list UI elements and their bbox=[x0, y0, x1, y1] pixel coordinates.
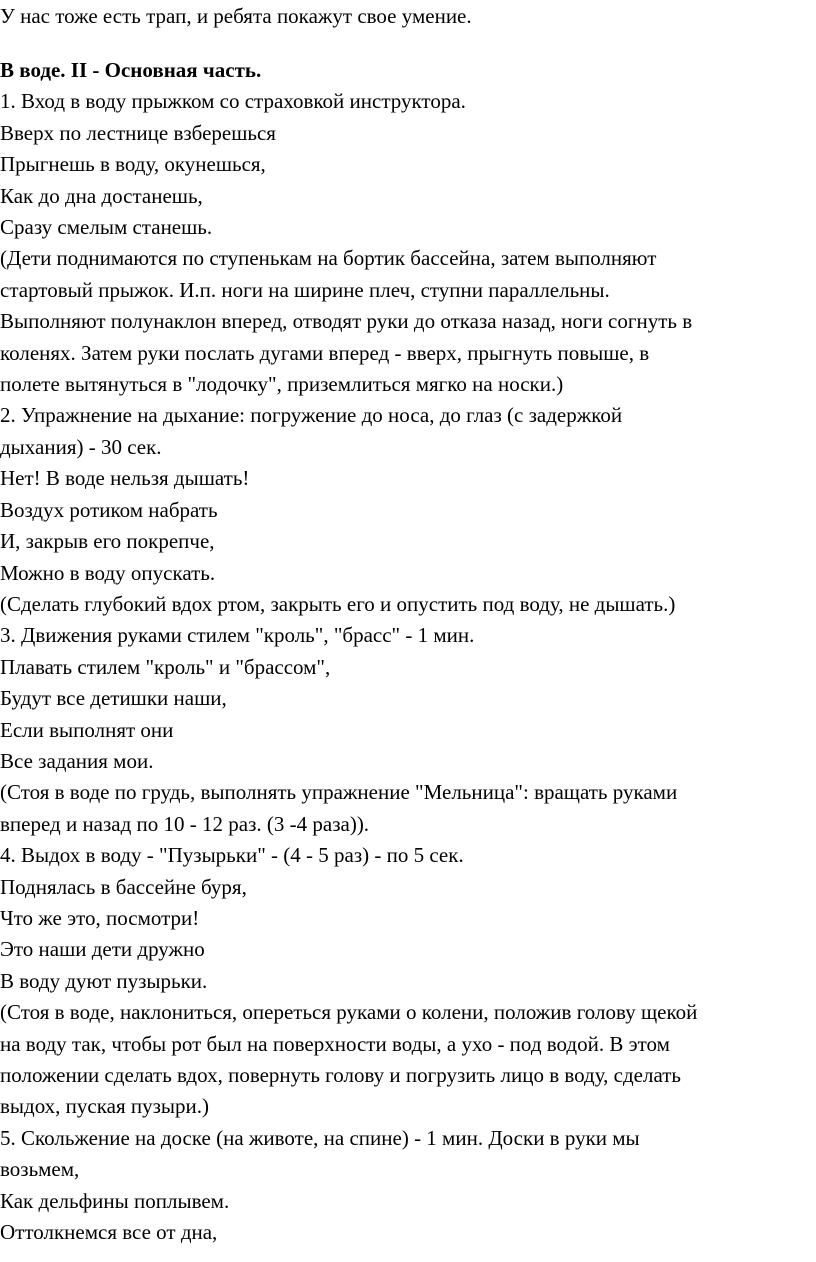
text-line: Вверх по лестнице взберешься bbox=[0, 120, 276, 145]
text-line: 1. Вход в воду прыжком со страховкой инструктора. bbox=[0, 89, 466, 114]
text-line: (Сделать глубокий вдох ртом, закрыть его и опустить под воду, не дышать.) bbox=[0, 591, 676, 616]
text-line: Прыгнешь в воду, окунешься, bbox=[0, 152, 266, 177]
text-line: (Дети поднимаются по ступенькам на бортик бассейна, затем выполняют bbox=[0, 246, 657, 271]
text-line: на воду так, чтобы рот был на поверхности воды, а ухо - под водой. В этом bbox=[0, 1031, 670, 1056]
text-line: Оттолкнемся все от дна, bbox=[0, 1220, 218, 1245]
text-line: Воздух ротиком набрать bbox=[0, 497, 218, 522]
text-line: Поднялась в бассейне буря, bbox=[0, 874, 247, 899]
text-line: Что же это, посмотри! bbox=[0, 905, 200, 930]
text-line: 4. Выдох в воду - "Пузырьки" - (4 - 5 раз) - по 5 сек. bbox=[0, 843, 464, 868]
text-line: Нет! В воде нельзя дышать! bbox=[0, 466, 250, 491]
text-line: Можно в воду опускать. bbox=[0, 560, 216, 585]
text-line: положении сделать вдох, повернуть голову и погрузить лицо в воду, сделать bbox=[0, 1063, 681, 1087]
section-body bbox=[0, 86, 697, 1248]
text-line: Как до дна достанешь, bbox=[0, 183, 203, 208]
text-line: И, закрыв его покрепче, bbox=[0, 529, 215, 554]
text-line: полете вытянуться в "лодочку", приземлиться мягко на носки.) bbox=[0, 372, 564, 397]
text-line: 5. Скольжение на доске (на животе, на спине) - 1 мин. Доски в руки мы bbox=[0, 1125, 640, 1150]
intro-line: У нас тоже есть трап, и ребята покажут свое умение. bbox=[0, 4, 472, 28]
text-line: возьмем, bbox=[0, 1157, 80, 1182]
text-line: Сразу смелым станешь. bbox=[0, 215, 213, 240]
text-line: Будут все детишки наши, bbox=[0, 686, 227, 711]
text-line: (Стоя в воде по грудь, выполнять упражнение "Мельница": вращать руками bbox=[0, 780, 678, 805]
text-line: 3. Движения руками стилем "кроль", "брасс" - 1 мин. bbox=[0, 623, 475, 648]
main-section bbox=[0, 55, 697, 1248]
text-line: Все задания мои. bbox=[0, 748, 154, 773]
text-line: Плавать стилем "кроль" и "брассом", bbox=[0, 654, 331, 679]
text-line: Если выполнят они bbox=[0, 717, 174, 742]
text-line: Как дельфины поплывем. bbox=[0, 1188, 230, 1213]
text-line: вперед и назад по 10 - 12 раз. (3 -4 раза)). bbox=[0, 811, 370, 836]
text-line: 2. Упражнение на дыхание: погружение до носа, до глаз (с задержкой bbox=[0, 403, 623, 428]
text-line: стартовый прыжок. И.п. ноги на ширине плеч, ступни параллельны. bbox=[0, 277, 610, 302]
text-line: выдох, пуская пузыри.) bbox=[0, 1094, 209, 1119]
section-heading: В воде. II - Основная часть. bbox=[0, 58, 262, 82]
text-line: дыхания) - 30 сек. bbox=[0, 434, 162, 459]
text-line: (Стоя в воде, наклониться, опереться руками о колени, положив голову щекой bbox=[0, 1000, 698, 1025]
text-line: В воду дуют пузырьки. bbox=[0, 968, 208, 993]
text-line: Выполняют полунаклон вперед, отводят руки до отказа назад, ноги согнуть в bbox=[0, 309, 693, 334]
text-line: Это наши дети дружно bbox=[0, 937, 205, 962]
text-line: коленях. Затем руки послать дугами вперед - вверх, прыгнуть повыше, в bbox=[0, 340, 650, 365]
